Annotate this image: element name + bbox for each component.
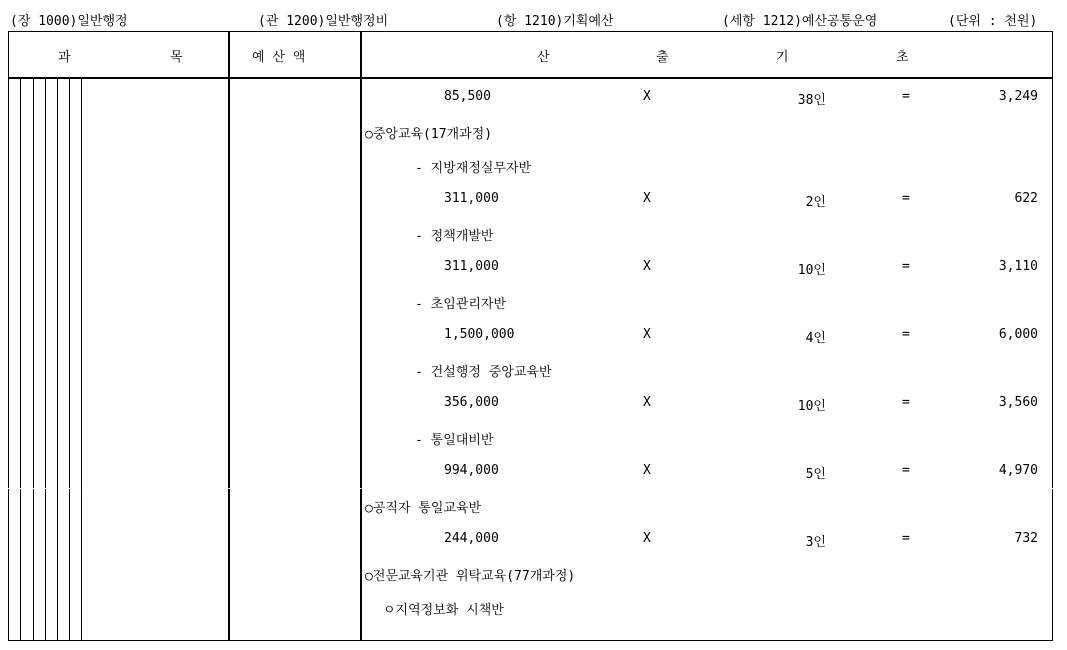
- multiply-sign: X: [643, 531, 651, 546]
- nest-line-2: [33, 79, 34, 641]
- subsection-label: - 건설행정 중앙교육반: [415, 365, 552, 380]
- unit-price: 311,000: [444, 259, 499, 274]
- col-budget: 예 산 액: [252, 50, 306, 65]
- amount: 622: [1014, 191, 1038, 206]
- multiply-sign: X: [643, 191, 651, 206]
- nest-line-5: [69, 79, 70, 641]
- equals-sign: =: [902, 327, 910, 342]
- equals-sign: =: [902, 89, 910, 104]
- section-heading: ○공직자 통일교육반: [365, 501, 482, 516]
- equals-sign: =: [902, 259, 910, 274]
- quantity: 10인: [797, 399, 826, 414]
- header-sehang: (세항 1212)예산공통운영: [722, 14, 878, 29]
- col-sep-budget: [228, 31, 230, 641]
- unit-price: 244,000: [444, 531, 499, 546]
- header-gwan: (관 1200)일반행정비: [258, 14, 389, 29]
- unit-price: 1,500,000: [444, 327, 515, 342]
- equals-sign: =: [902, 191, 910, 206]
- multiply-sign: X: [643, 395, 651, 410]
- multiply-sign: X: [643, 463, 651, 478]
- multiply-sign: X: [643, 327, 651, 342]
- amount: 3,560: [998, 395, 1038, 410]
- quantity: 5인: [805, 467, 826, 482]
- row-gap: [8, 488, 1053, 489]
- unit-price: 994,000: [444, 463, 499, 478]
- header-jang: (장 1000)일반행정: [10, 14, 128, 29]
- header-divider: [8, 77, 1053, 79]
- unit-price: 311,000: [444, 191, 499, 206]
- subsection-label: - 통일대비반: [415, 433, 494, 448]
- quantity: 2인: [805, 195, 826, 210]
- subsection-label: - 지방재정실무자반: [415, 161, 532, 176]
- col-subject-a: 과: [58, 50, 71, 65]
- section-heading: ○전문교육기관 위탁교육(77개과정): [365, 569, 576, 584]
- section-heading: ○중앙교육(17개과정): [365, 127, 493, 142]
- quantity: 3인: [805, 535, 826, 550]
- equals-sign: =: [902, 463, 910, 478]
- amount: 3,110: [998, 259, 1038, 274]
- multiply-sign: X: [643, 89, 651, 104]
- subsection-label: - 초임관리자반: [415, 297, 507, 312]
- nest-line-6: [81, 79, 82, 641]
- amount: 4,970: [998, 463, 1038, 478]
- equals-sign: =: [902, 531, 910, 546]
- col-calc-2: 출: [656, 50, 669, 65]
- col-calc-1: 산: [537, 50, 550, 65]
- budget-table: [8, 31, 1053, 641]
- nest-line-4: [57, 79, 58, 641]
- quantity: 10인: [797, 263, 826, 278]
- nest-line-3: [45, 79, 46, 641]
- unit-price: 356,000: [444, 395, 499, 410]
- header-unit: (단위 : 천원): [948, 14, 1038, 29]
- col-sep-calc: [360, 31, 362, 641]
- subsection-label: - 정책개발반: [415, 229, 494, 244]
- amount: 3,249: [998, 89, 1038, 104]
- quantity: 4인: [805, 331, 826, 346]
- amount: 6,000: [998, 327, 1038, 342]
- col-subject-b: 목: [170, 50, 183, 65]
- header-hang: (항 1210)기획예산: [496, 14, 614, 29]
- item-label: ㅇ지역정보화 시책반: [383, 603, 504, 618]
- unit-price: 85,500: [444, 89, 491, 104]
- multiply-sign: X: [643, 259, 651, 274]
- equals-sign: =: [902, 395, 910, 410]
- nest-line-1: [20, 79, 21, 641]
- quantity: 38인: [797, 93, 826, 108]
- amount: 732: [1014, 531, 1038, 546]
- col-calc-3: 기: [776, 50, 789, 65]
- col-calc-4: 초: [896, 50, 909, 65]
